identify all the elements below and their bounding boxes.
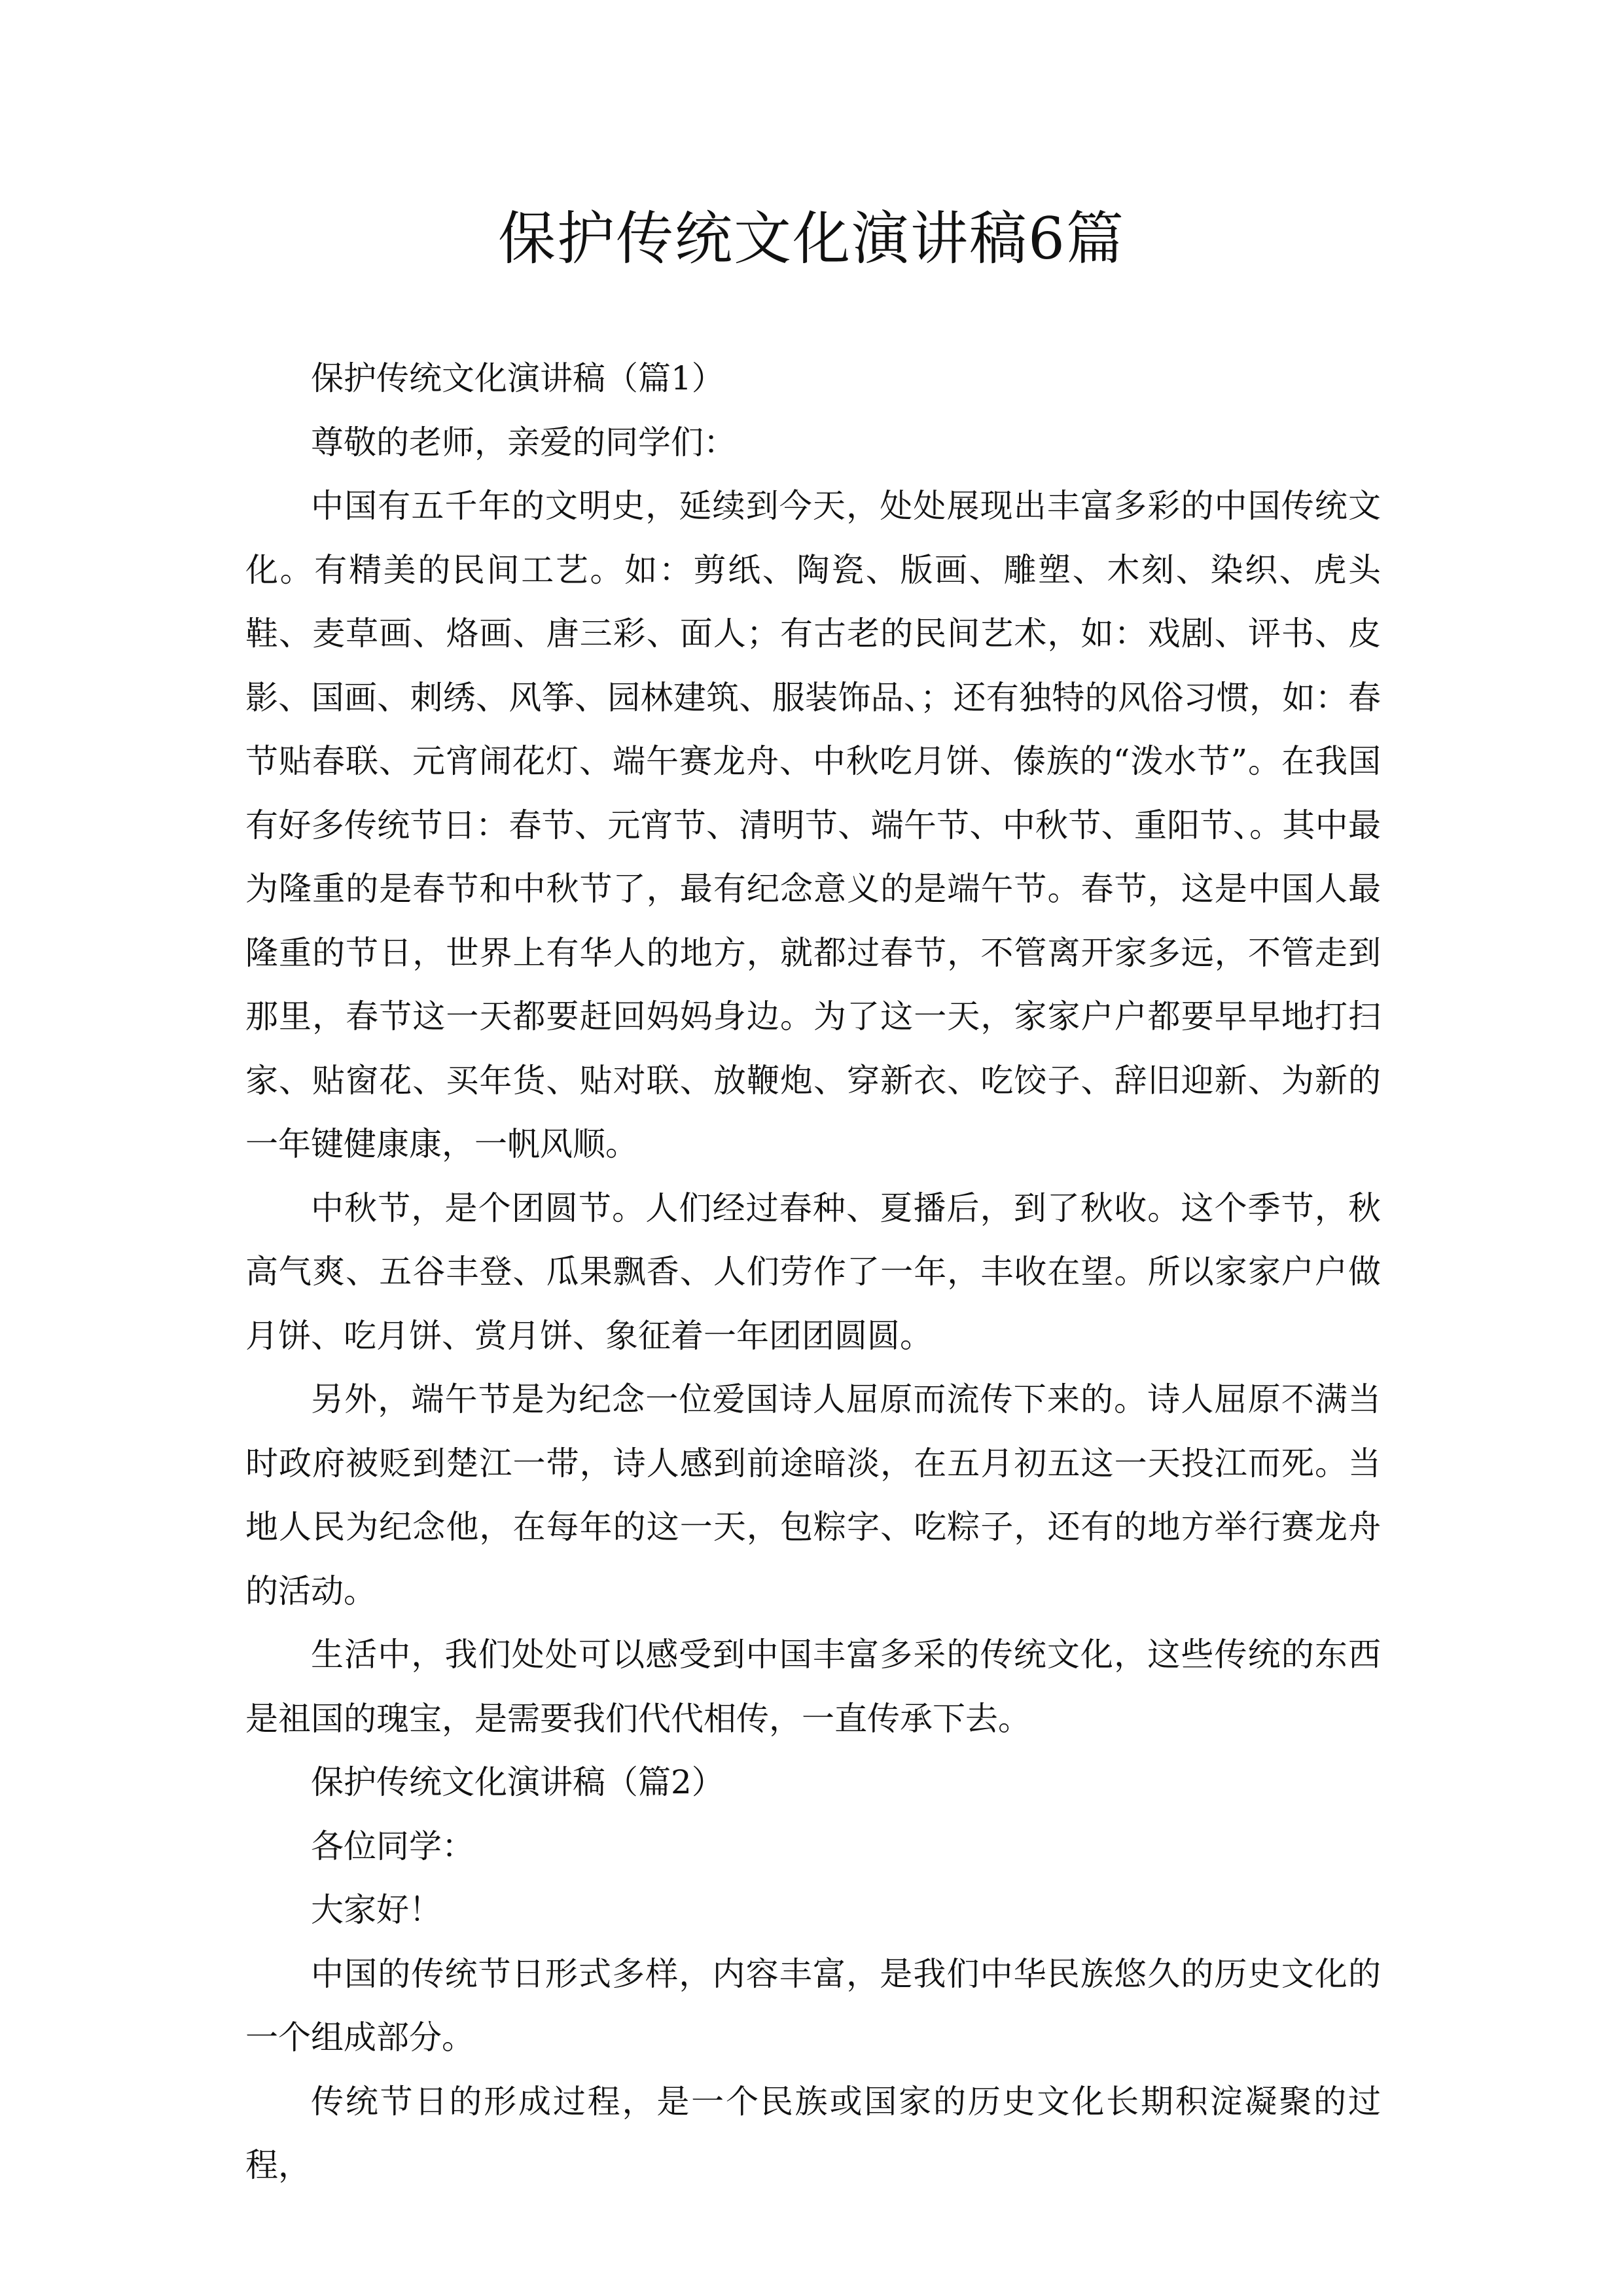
paragraph: 中国的传统节日形式多样，内容丰富，是我们中华民族悠久的历史文化的一个组成部分。 — [245, 1954, 1381, 2056]
paragraph: 另外，端午节是为纪念一位爱国诗人屈原而流传下来的。诗人屈原不满当时政府被贬到楚江一带，诗人感到前途暗淡，在五月初五这一天投江而死。当地人民为纪念他，在每年的这一天，包粽字、吃粽子，还有的地方举行赛龙舟的活动。 — [245, 1380, 1381, 1610]
greeting: 大家好！ — [311, 1891, 442, 1929]
document-title: 保护传统文化演讲稿6篇 — [498, 205, 1125, 272]
salutation: 尊敬的老师，亲爱的同学们： — [311, 423, 736, 461]
paragraph: 生活中，我们处处可以感受到中国丰富多采的传统文化，这些传统的东西是祖国的瑰宝，是需要我们代代相传，一直传承下去。 — [245, 1636, 1381, 1738]
salutation: 各位同学： — [311, 1827, 474, 1865]
paragraph: 传统节日的形成过程，是一个民族或国家的历史文化长期积淀凝聚的过程， — [245, 2082, 1381, 2184]
section-heading-1: 保护传统文化演讲稿（篇1） — [311, 359, 724, 397]
document-body — [245, 347, 1381, 2198]
paragraph: 中国有五千年的文明史，延续到今天，处处展现出丰富多彩的中国传统文化。有精美的民间工艺。如：剪纸、陶瓷、版画、雕塑、木刻、染织、虎头鞋、麦草画、烙画、唐三彩、面人；有古老的民间艺术，如：戏剧、评书、皮影、国画、刺绣、风筝、园林建筑、服装饰品、；还有独特的风俗习惯，如：春节贴春联、元宵闹花灯、端午赛龙舟、中秋吃月饼、傣族的“泼水节”。在我国有好多传统节日：春节、元宵节、清明节、端午节、中秋节、重阳节、。其中最为隆重的是春节和中秋节了，最有纪念意义的是端午节。春节，这是中国人最隆重的节日，世界上有华人的地方，就都过春节，不管离开家多远，不管走到那里，春节这一天都要赶回妈妈身边。为了这一天，家家户户都要早早地打扫家、贴窗花、买年货、贴对联、放鞭炮、穿新衣、吃饺子、辞旧迎新、为新的一年键健康康，一帆风顺。 — [245, 487, 1381, 1163]
section-heading-2: 保护传统文化演讲稿（篇2） — [311, 1763, 724, 1801]
paragraph: 中秋节，是个团圆节。人们经过春种、夏播后，到了秋收。这个季节，秋高气爽、五谷丰登、瓜果飘香、人们劳作了一年，丰收在望。所以家家户户做月饼、吃月饼、赏月饼、象征着一年团团圆圆。 — [245, 1189, 1381, 1355]
